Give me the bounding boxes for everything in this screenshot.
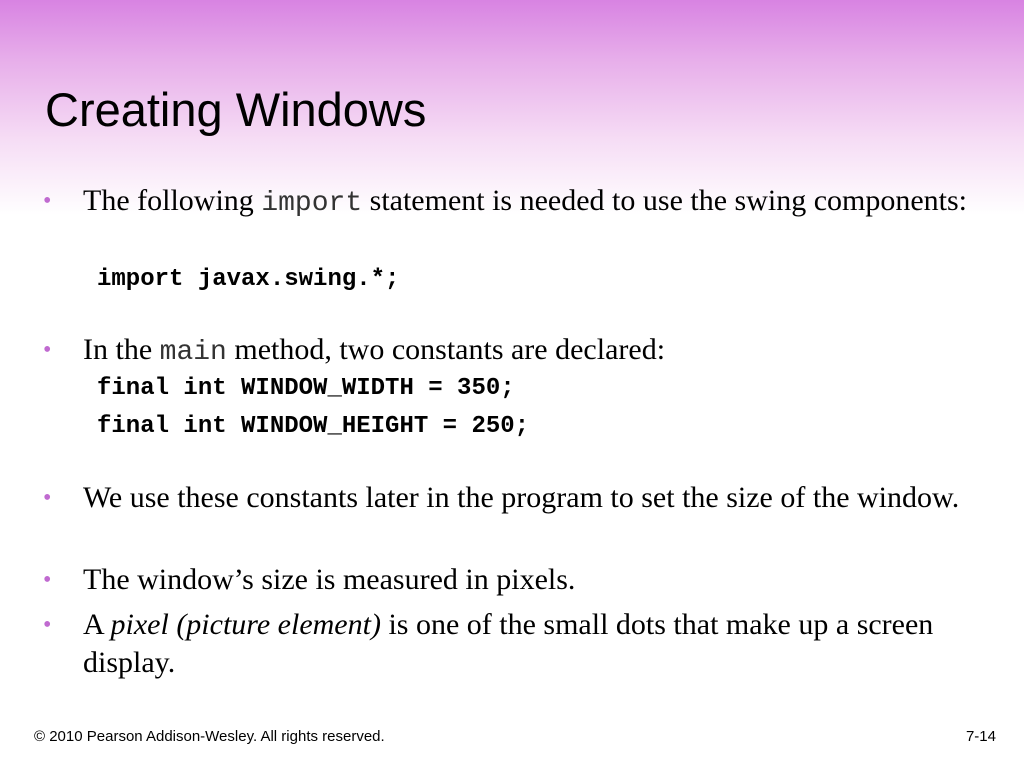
code-line: final int WINDOW_WIDTH = 350; [97, 375, 515, 402]
code-line: final int WINDOW_HEIGHT = 250; [97, 413, 530, 440]
bullet-text-part: statement is needed to use the swing components: [362, 184, 968, 217]
bullet-icon: • [43, 337, 52, 363]
bullet-text [83, 182, 973, 223]
emphasized-term: pixel (picture element) [110, 608, 381, 641]
bullet-text [83, 606, 973, 682]
page-number: 7-14 [965, 728, 996, 745]
code-line: import javax.swing.*; [97, 266, 400, 293]
bullet-text: The window’s size is measured in pixels. [83, 563, 576, 596]
bullet-text: We use these constants later in the program to set the size of the window. [83, 481, 960, 514]
bullet-text-part: A [83, 608, 111, 641]
inline-code: main [159, 337, 227, 368]
bullet-text-part: is one of the small dots that make up a screen display. [83, 608, 934, 679]
bullet-icon: • [43, 567, 52, 593]
slide-title: Creating Windows [45, 83, 427, 136]
bullet-text-part: In the [83, 333, 160, 366]
bullet-icon: • [43, 188, 52, 214]
bullet-text [83, 331, 973, 372]
bullet-icon: • [43, 485, 52, 511]
bullet-icon: • [43, 612, 52, 638]
bullet-text-part: method, two constants are declared: [226, 333, 666, 366]
bullet-text-part: The following [83, 184, 262, 217]
inline-code: import [261, 188, 363, 219]
copyright-footer: © 2010 Pearson Addison-Wesley. All rights reserved. [34, 728, 385, 745]
